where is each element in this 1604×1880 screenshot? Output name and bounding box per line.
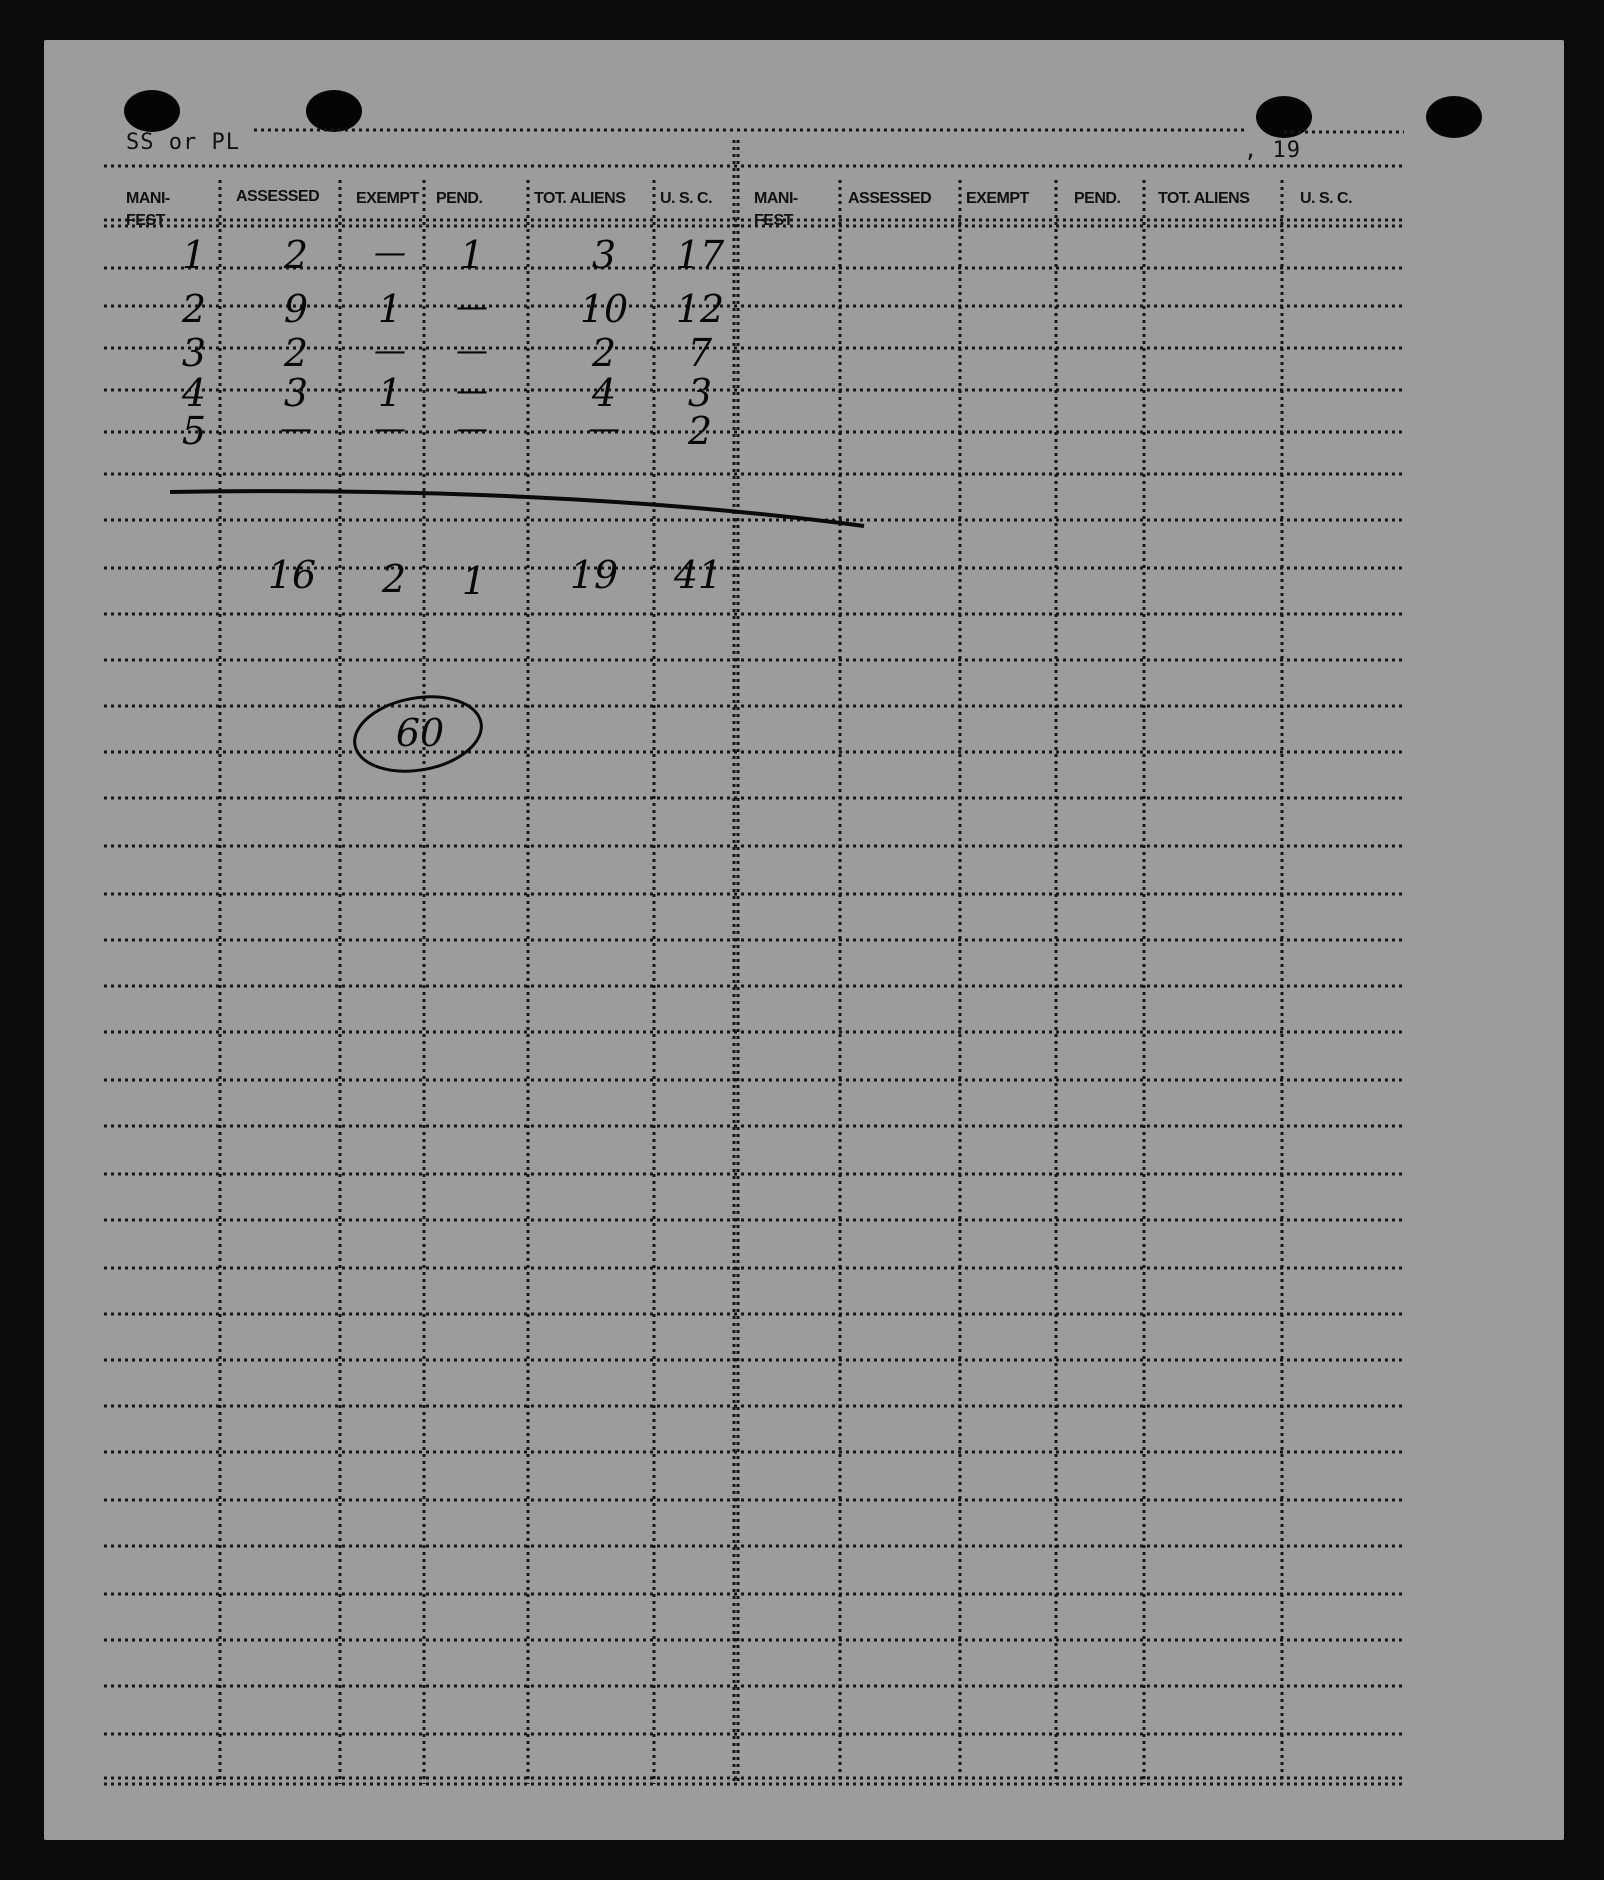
row-4-assessed: 3 bbox=[283, 371, 309, 415]
row-5-tot-aliens: — bbox=[588, 409, 620, 447]
year-prefix: , 19 bbox=[1244, 138, 1301, 163]
col-head-pend: PEND. bbox=[436, 190, 483, 207]
col-head-assessed: ASSESSED bbox=[236, 188, 320, 205]
grand-total: 60 bbox=[395, 711, 445, 755]
total-tot-aliens: 19 bbox=[569, 553, 619, 597]
total-assessed: 16 bbox=[267, 553, 317, 597]
row-1-pend: 1 bbox=[459, 233, 485, 277]
row-2-manifest: 2 bbox=[181, 287, 207, 331]
row-4-tot-aliens: 4 bbox=[591, 371, 617, 415]
row-1-manifest: 1 bbox=[181, 233, 207, 277]
row-2-exempt: 1 bbox=[377, 287, 403, 331]
col-head-pend-2: PEND. bbox=[1074, 190, 1121, 207]
ruled-grid bbox=[44, 40, 1564, 1840]
manifest-form-page bbox=[44, 40, 1564, 1840]
row-3-manifest: 3 bbox=[181, 331, 207, 375]
row-4-usc: 3 bbox=[687, 371, 713, 415]
total-exempt: 2 bbox=[381, 557, 407, 601]
row-4-pend: — bbox=[456, 371, 488, 409]
row-1-tot-aliens: 3 bbox=[591, 233, 617, 277]
row-5-exempt: — bbox=[374, 409, 406, 447]
row-5-pend: — bbox=[456, 409, 488, 447]
row-1-assessed: 2 bbox=[283, 233, 309, 277]
col-head-exempt: EXEMPT bbox=[356, 190, 419, 207]
row-2-pend: — bbox=[456, 287, 488, 325]
row-1-exempt: — bbox=[374, 233, 406, 271]
row-4-manifest: 4 bbox=[181, 371, 207, 415]
col-head-tot-aliens-2: TOT. ALIENS bbox=[1158, 190, 1250, 207]
col-head-manifest: MANI- FEST bbox=[126, 190, 170, 229]
row-3-usc: 7 bbox=[687, 331, 713, 375]
row-5-manifest: 5 bbox=[181, 409, 207, 453]
row-2-assessed: 9 bbox=[283, 287, 309, 331]
row-4-exempt: 1 bbox=[377, 371, 403, 415]
row-3-tot-aliens: 2 bbox=[591, 331, 617, 375]
row-5-usc: 2 bbox=[687, 409, 713, 453]
col-head-usc: U. S. C. bbox=[660, 190, 713, 207]
row-1-usc: 17 bbox=[675, 233, 725, 277]
row-3-exempt: — bbox=[374, 331, 406, 369]
col-head-exempt-2: EXEMPT bbox=[966, 190, 1029, 207]
row-2-tot-aliens: 10 bbox=[579, 287, 629, 331]
ss-or-pl-label: SS or PL bbox=[126, 130, 240, 155]
row-3-pend: — bbox=[456, 331, 488, 369]
col-head-usc-2: U. S. C. bbox=[1300, 190, 1353, 207]
row-2-usc: 12 bbox=[675, 287, 725, 331]
row-5-assessed: — bbox=[280, 409, 312, 447]
col-head-assessed-2: ASSESSED bbox=[848, 190, 932, 207]
total-usc: 41 bbox=[673, 553, 723, 597]
total-pend: 1 bbox=[461, 559, 487, 603]
col-head-manifest-2: MANI- FEST bbox=[754, 190, 798, 229]
row-3-assessed: 2 bbox=[283, 331, 309, 375]
col-head-tot-aliens: TOT. ALIENS bbox=[534, 190, 626, 207]
